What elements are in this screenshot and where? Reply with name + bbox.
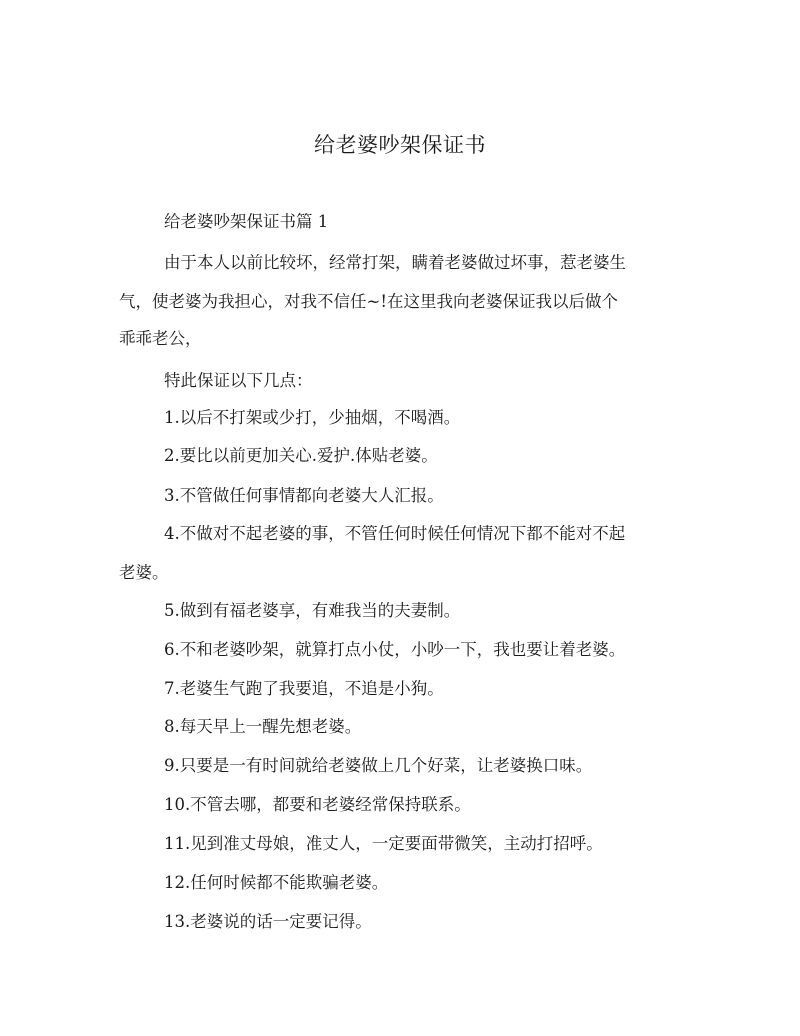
lead-line: 特此保证以下几点：	[164, 371, 313, 390]
point-7: 7.老婆生气跑了我要追，不追是小狗。	[164, 679, 444, 698]
point-3: 3.不管做任何事情都向老婆大人汇报。	[164, 486, 444, 505]
intro-line-2: 气，使老婆为我担心，对我不信任~!在这里我向老婆保证我以后做个	[119, 292, 618, 311]
point-8: 8.每天早上一醒先想老婆。	[164, 717, 362, 736]
point-5: 5.做到有福老婆享，有难我当的夫妻制。	[164, 601, 461, 620]
point-11: 11.见到准丈母娘，准丈人，一定要面带微笑，主动打招呼。	[164, 834, 603, 853]
section-heading: 给老婆吵架保证书篇 1	[164, 212, 329, 231]
intro-line-3: 乖乖老公，	[119, 329, 202, 348]
point-10: 10.不管去哪，都要和老婆经常保持联系。	[164, 795, 471, 814]
point-4-line-1: 4.不做对不起老婆的事，不管任何时候任何情况下都不能对不起	[164, 524, 626, 543]
point-9: 9.只要是一有时间就给老婆做上几个好菜，让老婆换口味。	[164, 756, 593, 775]
point-6: 6.不和老婆吵架，就算打点小仗，小吵一下，我也要让着老婆。	[164, 640, 626, 659]
intro-line-1: 由于本人以前比较坏，经常打架，瞒着老婆做过坏事，惹老婆生	[164, 253, 626, 272]
point-1: 1.以后不打架或少打，少抽烟，不喝酒。	[164, 408, 461, 427]
point-13: 13.老婆说的话一定要记得。	[164, 912, 372, 931]
point-4-line-2: 老婆。	[119, 563, 169, 582]
document-title: 给老婆吵架保证书	[314, 133, 486, 157]
point-2: 2.要比以前更加关心.爱护.体贴老婆。	[164, 446, 438, 465]
point-12: 12.任何时候都不能欺骗老婆。	[164, 873, 389, 892]
